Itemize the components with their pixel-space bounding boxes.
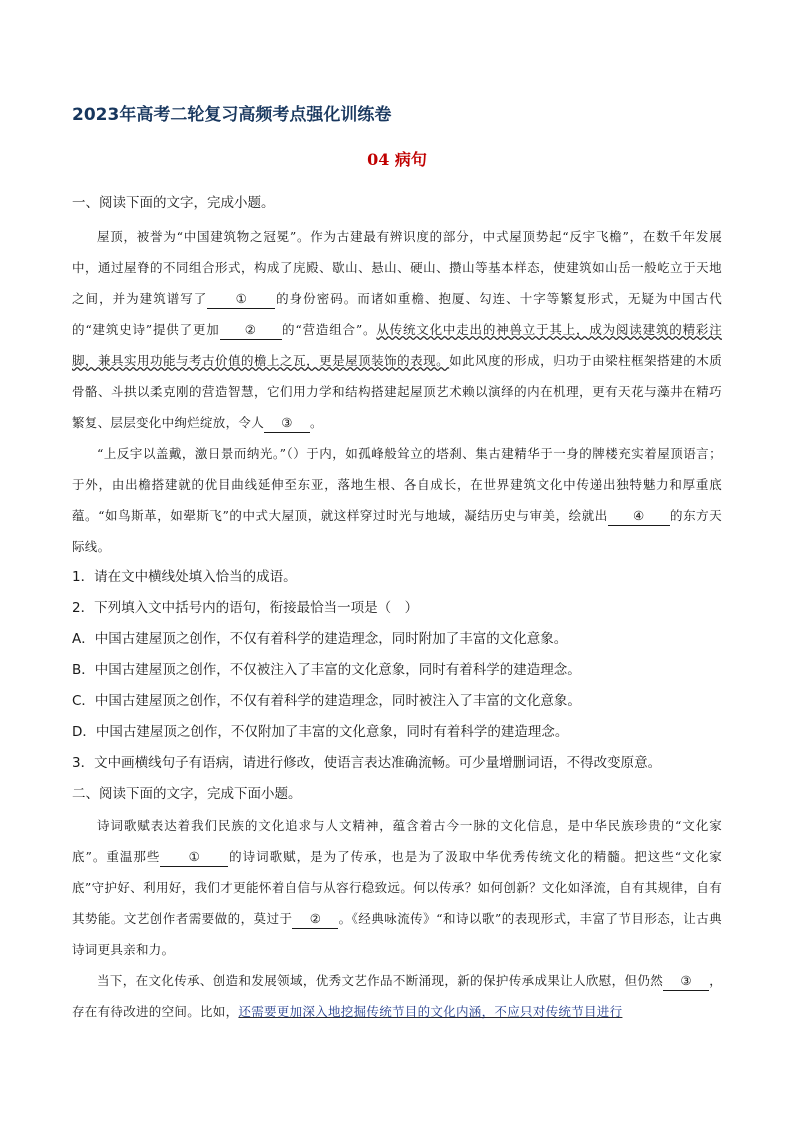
text-span: 的“营造组合”。: [281, 322, 377, 337]
text-span: 当下，在文化传承、创造和发展领域，优秀文艺作品不断涌现，新的保护传承成果让人欣慰，但仍然: [97, 973, 664, 988]
question-2: 2．下列填入文中括号内的语句，衔接最恰当一项是（ ）: [72, 600, 419, 616]
text-span: 的身份密码。而诸如重檐、抱厦、勾连、十字等繁复形式，无疑为中国古代的“建筑史诗”提供了更加: [72, 291, 722, 337]
text-span: ，存在有待改进的空间。比如，: [72, 973, 722, 1019]
text-span: 屋顶，被誉为“中国建筑物之冠冕”。作为古建最有辨识度的部分，中式屋顶势起“反宇飞檐”，在数千年发展中，通过屋脊的不同组合形式，构成了庑殿、歇山、悬山、硬山、攒山等基本样态，使建筑如山岳一般屹立于天地之间，并为建筑谱写了: [72, 229, 722, 306]
blank-4: ④: [608, 507, 670, 526]
text-span: 诗词歌赋表达着我们民族的文化追求与人文精神，蕴含着古今一脉的文化信息，是中华民族珍贵的“文化家底”。重温那些: [72, 818, 722, 864]
blank-2: ②: [292, 910, 338, 929]
text-span: 的东方天际线。: [72, 508, 722, 554]
question-1: 1．请在文中横线处填入恰当的成语。: [72, 569, 297, 585]
blank-3: ③: [663, 972, 709, 991]
document-page: [72, 100, 722, 1027]
document-title: 2023年高考二轮复习高频考点强化训练卷: [72, 105, 392, 125]
text-span: 如此风度的形成，归功于由梁柱框架搭建的木质骨骼、斗拱以柔克刚的营造智慧，它们用力学和结构搭建起屋顶艺术赖以演绎的内在机理，更有天花与藻井在精巧繁复、层层变化中绚烂绽放，令人: [72, 353, 723, 430]
option-d[interactable]: D．中国古建屋顶之创作，不仅附加了丰富的文化意象，同时有着科学的建造理念。: [72, 724, 569, 740]
wavy-underlined-sentence: 从传统文化中走出的神兽立于其上，成为阅读建筑的精彩注脚，兼具实用功能与考古价值的檐上之瓦，更是屋顶装饰的表现。: [72, 322, 722, 368]
section1-paragraph-1: [72, 221, 722, 438]
blank-1: ①: [207, 290, 275, 309]
underlined-sentence: 还需要更加深入地挖掘传统节目的文化内涵，不应只对传统节目进行: [238, 1004, 623, 1019]
question-3: 3．文中画横线句子有语病，请进行修改，使语言表达准确流畅。可少量增删词语，不得改变原意。: [72, 755, 662, 771]
text-span: 的诗词歌赋，是为了传承，也是为了汲取中华优秀传统文化的精髓。把这些“文化家底”守护好、利用好，我们才更能怀着自信与从容行稳致远。何以传承？如何创新？文化如泽流，自有其规律，自有其势能。文艺创作者需要做的，莫过于: [72, 849, 722, 926]
option-a[interactable]: A．中国古建屋顶之创作，不仅有着科学的建造理念，同时附加了丰富的文化意象。: [72, 631, 568, 647]
blank-3: ③: [264, 414, 310, 433]
blank-2: ②: [220, 321, 282, 340]
option-c[interactable]: C．中国古建屋顶之创作，不仅有着科学的建造理念，同时被注入了丰富的文化意象。: [72, 693, 581, 709]
section2-paragraph-1: [72, 810, 722, 965]
section2-paragraph-2: [72, 965, 722, 1027]
section1-heading: 一、阅读下面的文字，完成小题。: [72, 195, 275, 211]
text-span: 。《经典咏流传》“和诗以歌”的表现形式，丰富了节目形态，让古典诗词更具亲和力。: [72, 911, 722, 957]
blank-1: ①: [160, 848, 228, 867]
option-b[interactable]: B．中国古建屋顶之创作，不仅被注入了丰富的文化意象，同时有着科学的建造理念。: [72, 662, 581, 678]
section2-heading: 二、阅读下面的文字，完成下面小题。: [72, 786, 302, 802]
text-span: 。: [310, 415, 323, 430]
section1-paragraph-2: [72, 438, 722, 562]
section-subtitle: 04 病句: [367, 150, 427, 169]
text-span: “上反宇以盖戴，激日景而纳光。”（）于内，如孤峰般耸立的塔刹、集古建精华于一身的牌楼充实着屋顶语言；于外，由出檐搭建就的优目曲线延伸至东亚，落地生根、各自成长，在世界建筑文化中传递出独特魅力和厚重底蕴。“如鸟斯革，如翚斯飞”的中式大屋顶，就这样穿过时光与地域，凝结历史与审美，绘就出: [72, 446, 722, 523]
